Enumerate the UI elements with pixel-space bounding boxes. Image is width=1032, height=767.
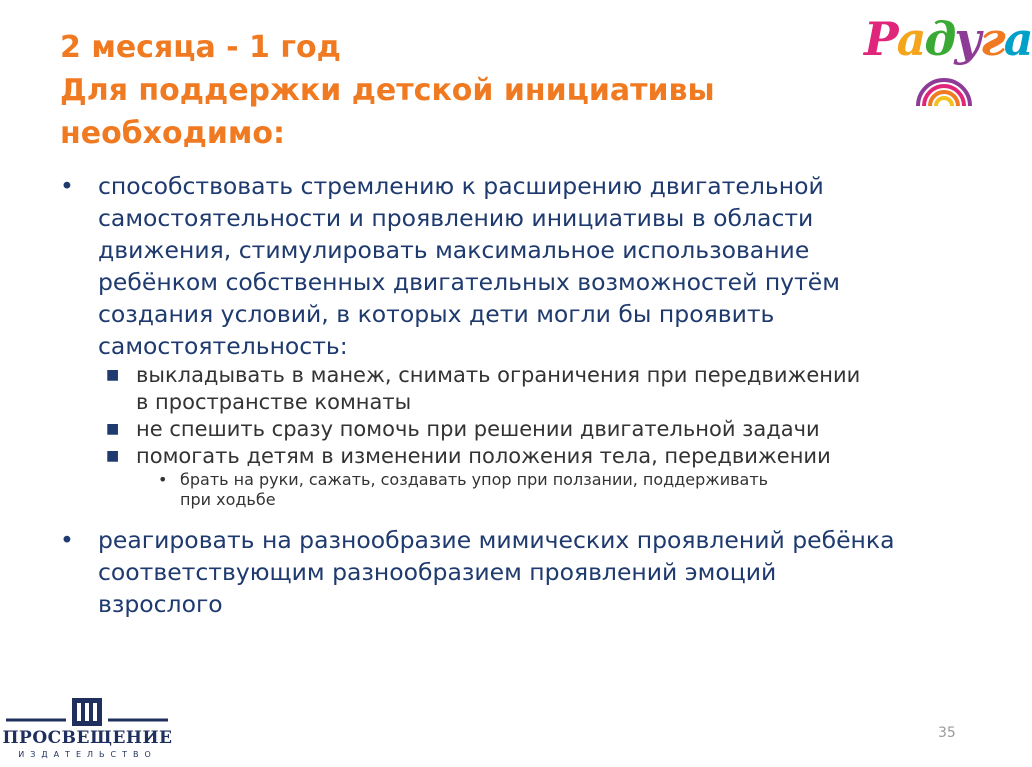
title-line-1: 2 месяца - 1 год [60, 30, 341, 65]
raduga-logo-word [864, 12, 1032, 66]
page-number: 35 [938, 725, 956, 741]
sub-item-2: ■ не спешить сразу помочь при решении двигательной задачи [106, 417, 820, 441]
publisher-emblem-icon [0, 690, 175, 730]
raduga-letter-1: Р [864, 12, 897, 66]
list-item-2: • реагировать на разнообразие мимических проявлений ребёнка соответствующим разнообразием проявлений эмоций взрослого [60, 526, 895, 618]
bullet-square-icon: ■ [106, 448, 120, 464]
raduga-letter-6: а [1003, 12, 1032, 66]
raduga-letter-2: а [896, 12, 925, 66]
bullet-square-icon: ■ [106, 421, 120, 437]
bullet-dot-icon: • [60, 172, 74, 200]
bullet-dot-icon: • [60, 526, 74, 554]
content-list [60, 170, 980, 620]
sub-item-3: ■ помогать детям в изменении положения тела, передвижении [106, 444, 831, 468]
raduga-letter-5: г [979, 12, 1004, 66]
bullet-square-icon: ■ [106, 367, 120, 383]
publisher-name: ПРОСВЕЩЕНИЕ [2, 728, 173, 748]
raduga-logo [858, 10, 1032, 110]
title-line-3: необходимо: [60, 116, 285, 151]
title-line-2: Для поддержки детской инициативы [60, 73, 715, 108]
slide-title [60, 26, 820, 155]
list-item-1: • способствовать стремлению к расширению двигательной самостоятельности и проявлению инициативы в области движения, стимулировать максимальное использование ребёнком собственных двигательных возможностей путём создания условий, в которых дети могли бы проявить самостоятельность: [60, 172, 840, 360]
prosveshchenie-logo [0, 690, 175, 765]
raduga-letter-3: д [924, 12, 955, 66]
bullet-dot-icon: • [158, 470, 168, 489]
sub-item-1: ■ выкладывать в манеж, снимать ограничения при передвижении в пространстве комнаты [106, 363, 861, 414]
raduga-letter-4: у [954, 12, 980, 66]
publisher-subtitle: ИЗДАТЕЛЬСТВО [18, 750, 157, 759]
sub-sub-item-1: • брать на руки, сажать, создавать упор при ползании, поддерживать при ходьбе [158, 470, 769, 509]
